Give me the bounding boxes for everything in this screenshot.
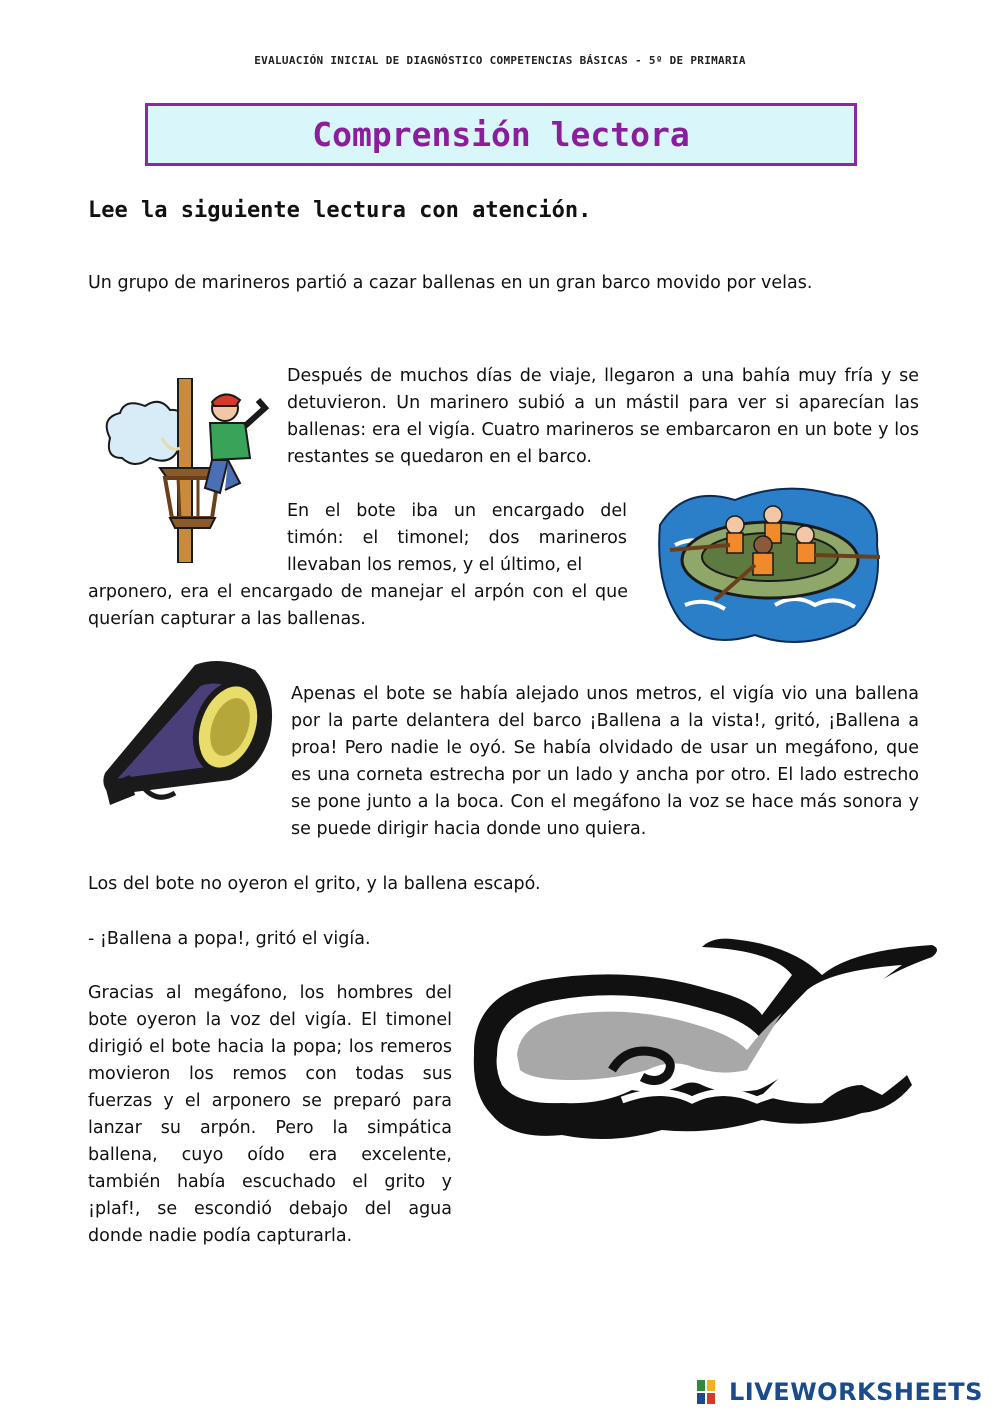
paragraph-ending: Gracias al megáfono, los hombres del bote oyeron la voz del vigía. El timonel dirigió el bote hacia la popa; los remeros movieron los remos con todas sus fuerzas y el arponero se preparó para lanzar su arpón. Pero la simpática ballena, cuyo oído era excelente, también había escuchado el grito y ¡plaf!, se escondió debajo del agua donde nadie podía capturarla.: [88, 983, 452, 1246]
rowing-boat-illustration: [655, 485, 885, 650]
lookout-sailor-illustration: [100, 378, 275, 563]
paragraph-shout: - ¡Ballena a popa!, gritó el vigía.: [88, 929, 371, 949]
title-box: [145, 103, 857, 166]
paragraph-boat-crew: En el bote iba un encargado del timón: el timonel; dos marineros llevaban los remos, y el último, el: [287, 501, 627, 575]
page-title: Comprensión lectora: [312, 115, 690, 154]
instruction: Lee la siguiente lectura con atención.: [88, 198, 592, 223]
paragraph-harpooner: arponero, era el encargado de manejar el arpón con el que querían capturar a las ballenas.: [88, 582, 628, 629]
megaphone-illustration: [100, 655, 280, 820]
liveworksheets-brand: LIVEWORKSHEETS: [729, 1378, 983, 1406]
liveworksheets-logo-icon: [697, 1380, 725, 1404]
paragraph-whale-escapes: Los del bote no oyeron el grito, y la ballena escapó.: [88, 874, 541, 894]
whale-illustration: [462, 935, 947, 1200]
paragraph-intro: Un grupo de marineros partió a cazar ballenas en un gran barco movido por velas.: [88, 273, 813, 293]
liveworksheets-watermark: [697, 1378, 983, 1406]
page-header: EVALUACIÓN INICIAL DE DIAGNÓSTICO COMPETENCIAS BÁSICAS - 5º DE PRIMARIA: [254, 54, 746, 67]
paragraph-lookout: Después de muchos días de viaje, llegaron a una bahía muy fría y se detuvieron. Un marinero subió a un mástil para ver si aparecían las ballenas: era el vigía. Cuatro marineros se embarcaron en un bote y los restantes se quedaron en el barco.: [287, 366, 919, 467]
paragraph-megaphone: Apenas el bote se había alejado unos metros, el vigía vio una ballena por la parte delantera del barco ¡Ballena a la vista!, gritó, ¡Ballena a proa! Pero nadie le oyó. Se había olvidado de usar un megáfono, que es una corneta estrecha por un lado y ancha por otro. El lado estrecho se pone junto a la boca. Con el megáfono la voz se hace más sonora y se puede dirigir hacia donde uno quiera.: [291, 684, 919, 839]
